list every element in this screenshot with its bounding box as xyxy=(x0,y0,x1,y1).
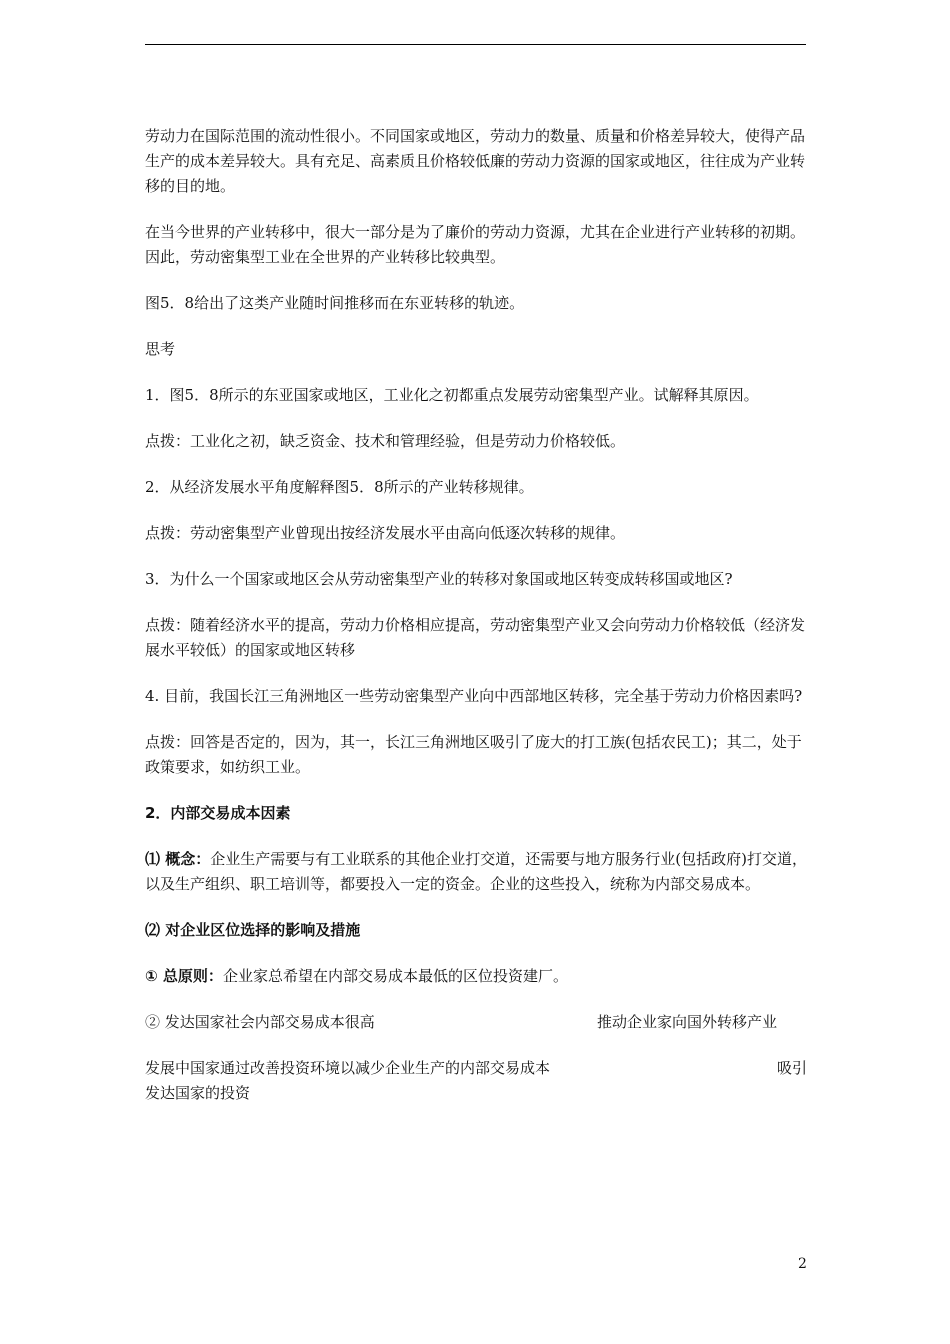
impact-heading: ⑵ 对企业区位选择的影响及措施 xyxy=(145,921,361,939)
paragraph-figure-ref: 图5．8给出了这类产业随时间推移而在东亚转移的轨迹。 xyxy=(145,294,525,312)
developed-country-effect: 推动企业家向国外转移产业 xyxy=(596,1013,777,1031)
question-2: 2．从经济发展水平角度解释图5．8所示的产业转移规律。 xyxy=(145,478,534,496)
concept-paragraph xyxy=(145,847,807,897)
header-rule xyxy=(145,44,806,45)
developing-country-row xyxy=(145,1056,807,1081)
principle-paragraph xyxy=(145,964,807,989)
answer-2: 点拨：劳动密集型产业曾现出按经济发展水平由高向低逐次转移的规律。 xyxy=(145,524,626,542)
principle-label: ① 总原则： xyxy=(145,967,223,985)
developing-country-effect: 吸引 xyxy=(776,1059,807,1077)
developed-country-cause: ② 发达国家社会内部交易成本很高 xyxy=(145,1013,375,1031)
paragraph-labor-mobility: 劳动力在国际范围的流动性很小。不同国家或地区，劳动力的数量、质量和价格差异较大，使得产品生产的成本差异较大。具有充足、高素质且价格较低廉的劳动力资源的国家或地区，往往成为产业转移的目的地。 xyxy=(145,127,806,195)
section-think-heading: 思考 xyxy=(145,340,176,358)
concept-text: 企业生产需要与有工业联系的其他企业打交道，还需要与地方服务行业(包括政府)打交道，以及生产组织、职工培训等，都要投入一定的资金。企业的这些投入，统称为内部交易成本。 xyxy=(145,850,807,893)
developing-country-cause: 发展中国家通过改善投资环境以减少企业生产的内部交易成本 xyxy=(145,1059,551,1077)
section-heading-internal-cost: 2．内部交易成本因素 xyxy=(145,804,291,822)
answer-1: 点拨：工业化之初，缺乏资金、技术和管理经验，但是劳动力价格较低。 xyxy=(145,432,626,450)
principle-text: 企业家总希望在内部交易成本最低的区位投资建厂。 xyxy=(222,967,568,985)
answer-4: 点拨：回答是否定的，因为，其一，长江三角洲地区吸引了庞大的打工族(包括农民工)；其二，处于政策要求，如纺织工业。 xyxy=(145,733,802,776)
question-3: 3．为什么一个国家或地区会从劳动密集型产业的转移对象国或地区转变成转移国或地区? xyxy=(145,570,733,588)
document-body xyxy=(145,124,807,1106)
page-number: 2 xyxy=(798,1256,807,1272)
paragraph-cheap-labor: 在当今世界的产业转移中，很大一部分是为了廉价的劳动力资源，尤其在企业进行产业转移的初期。因此，劳动密集型工业在全世界的产业转移比较典型。 xyxy=(145,223,806,266)
question-4: 4. 目前，我国长江三角洲地区一些劳动密集型产业向中西部地区转移，完全基于劳动力价格因素吗? xyxy=(145,687,803,705)
developing-country-block xyxy=(145,1056,807,1106)
developing-country-continuation: 发达国家的投资 xyxy=(145,1084,251,1102)
question-1: 1．图5．8所示的东亚国家或地区，工业化之初都重点发展劳动密集型产业。试解释其原因。 xyxy=(145,386,759,404)
concept-label: ⑴ 概念： xyxy=(145,850,211,868)
developed-country-row xyxy=(145,1010,807,1035)
answer-3: 点拨：随着经济水平的提高，劳动力价格相应提高，劳动密集型产业又会向劳动力价格较低（经济发展水平较低）的国家或地区转移 xyxy=(145,616,806,659)
